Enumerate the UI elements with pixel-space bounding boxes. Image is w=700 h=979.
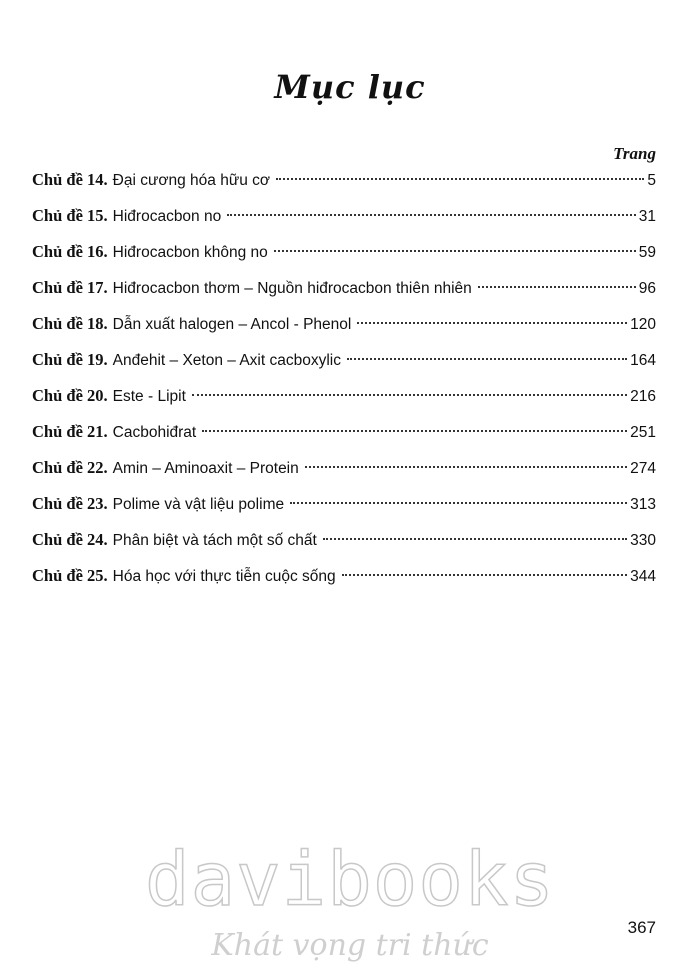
toc-entry-title: Anđehit – Xeton – Axit cacboxylic bbox=[112, 352, 341, 369]
toc-entry bbox=[32, 310, 656, 346]
watermark bbox=[0, 837, 700, 966]
toc-entry-page: 120 bbox=[630, 316, 656, 333]
dot-leader bbox=[478, 286, 636, 288]
toc-entry-label: Chủ đề 14. bbox=[32, 170, 108, 189]
dot-leader bbox=[274, 250, 636, 252]
toc-entry-title: Phân biệt và tách một số chất bbox=[112, 532, 317, 549]
toc-entry-label: Chủ đề 22. bbox=[32, 458, 108, 477]
toc-entry-page: 313 bbox=[630, 496, 656, 513]
toc-entry-label: Chủ đề 25. bbox=[32, 566, 108, 585]
toc-entry bbox=[32, 382, 656, 418]
toc-entry bbox=[32, 418, 656, 454]
toc-entry-page: 31 bbox=[638, 208, 656, 225]
dot-leader bbox=[202, 430, 627, 432]
toc-entry-label: Chủ đề 24. bbox=[32, 530, 108, 549]
toc-entry bbox=[32, 562, 656, 598]
toc-entry-title: Cacbohiđrat bbox=[112, 424, 197, 441]
toc-entry-page: 5 bbox=[647, 172, 656, 189]
toc-entry-title: Dẫn xuất halogen – Ancol - Phenol bbox=[112, 316, 352, 333]
dot-leader bbox=[347, 358, 627, 360]
dot-leader bbox=[357, 322, 627, 324]
toc-entry bbox=[32, 238, 656, 274]
dot-leader bbox=[305, 466, 627, 468]
toc-entry-label: Chủ đề 16. bbox=[32, 242, 108, 261]
toc-entry-title: Polime và vật liệu polime bbox=[112, 496, 285, 513]
toc-entry-page: 251 bbox=[630, 424, 656, 441]
toc-entry-title: Hiđrocacbon không no bbox=[112, 244, 268, 261]
toc-entry-page: 59 bbox=[638, 244, 656, 261]
toc-entry-page: 274 bbox=[630, 460, 656, 477]
toc-entry bbox=[32, 346, 656, 382]
watermark-brand-logo: davibooks bbox=[145, 837, 555, 923]
toc-entry bbox=[32, 454, 656, 490]
toc-entry-title: Hiđrocacbon thơm – Nguồn hiđrocacbon thiên nhiên bbox=[112, 280, 472, 297]
watermark-slogan: Khát vọng tri thức bbox=[211, 928, 489, 963]
toc-entry bbox=[32, 202, 656, 238]
dot-leader bbox=[342, 574, 627, 576]
toc-entry bbox=[32, 274, 656, 310]
toc-entry-page: 330 bbox=[630, 532, 656, 549]
toc-entry-label: Chủ đề 17. bbox=[32, 278, 108, 297]
toc-entry-label: Chủ đề 20. bbox=[32, 386, 108, 405]
dot-leader bbox=[227, 214, 636, 216]
toc-entry-page: 216 bbox=[630, 388, 656, 405]
page-number: 367 bbox=[627, 918, 656, 937]
toc-entry-title: Hóa học với thực tiễn cuộc sống bbox=[112, 568, 336, 585]
toc-entry-page: 164 bbox=[630, 352, 656, 369]
dot-leader bbox=[323, 538, 627, 540]
toc-entry bbox=[32, 526, 656, 562]
table-of-contents bbox=[32, 166, 656, 598]
toc-entry bbox=[32, 490, 656, 526]
toc-entry-page: 344 bbox=[630, 568, 656, 585]
toc-entry-label: Chủ đề 23. bbox=[32, 494, 108, 513]
dot-leader bbox=[192, 394, 627, 396]
toc-entry bbox=[32, 166, 656, 202]
toc-entry-title: Hiđrocacbon no bbox=[112, 208, 222, 225]
page-title: Mục lục bbox=[274, 68, 426, 106]
dot-leader bbox=[276, 178, 644, 180]
page-column-header: Trang bbox=[613, 144, 656, 163]
dot-leader bbox=[290, 502, 627, 504]
toc-entry-title: Đại cương hóa hữu cơ bbox=[112, 172, 271, 189]
toc-entry-title: Amin – Aminoaxit – Protein bbox=[112, 460, 299, 477]
toc-entry-page: 96 bbox=[638, 280, 656, 297]
toc-entry-label: Chủ đề 18. bbox=[32, 314, 108, 333]
toc-entry-label: Chủ đề 15. bbox=[32, 206, 108, 225]
toc-entry-title: Este - Lipit bbox=[112, 388, 186, 405]
toc-entry-label: Chủ đề 19. bbox=[32, 350, 108, 369]
toc-entry-label: Chủ đề 21. bbox=[32, 422, 108, 441]
